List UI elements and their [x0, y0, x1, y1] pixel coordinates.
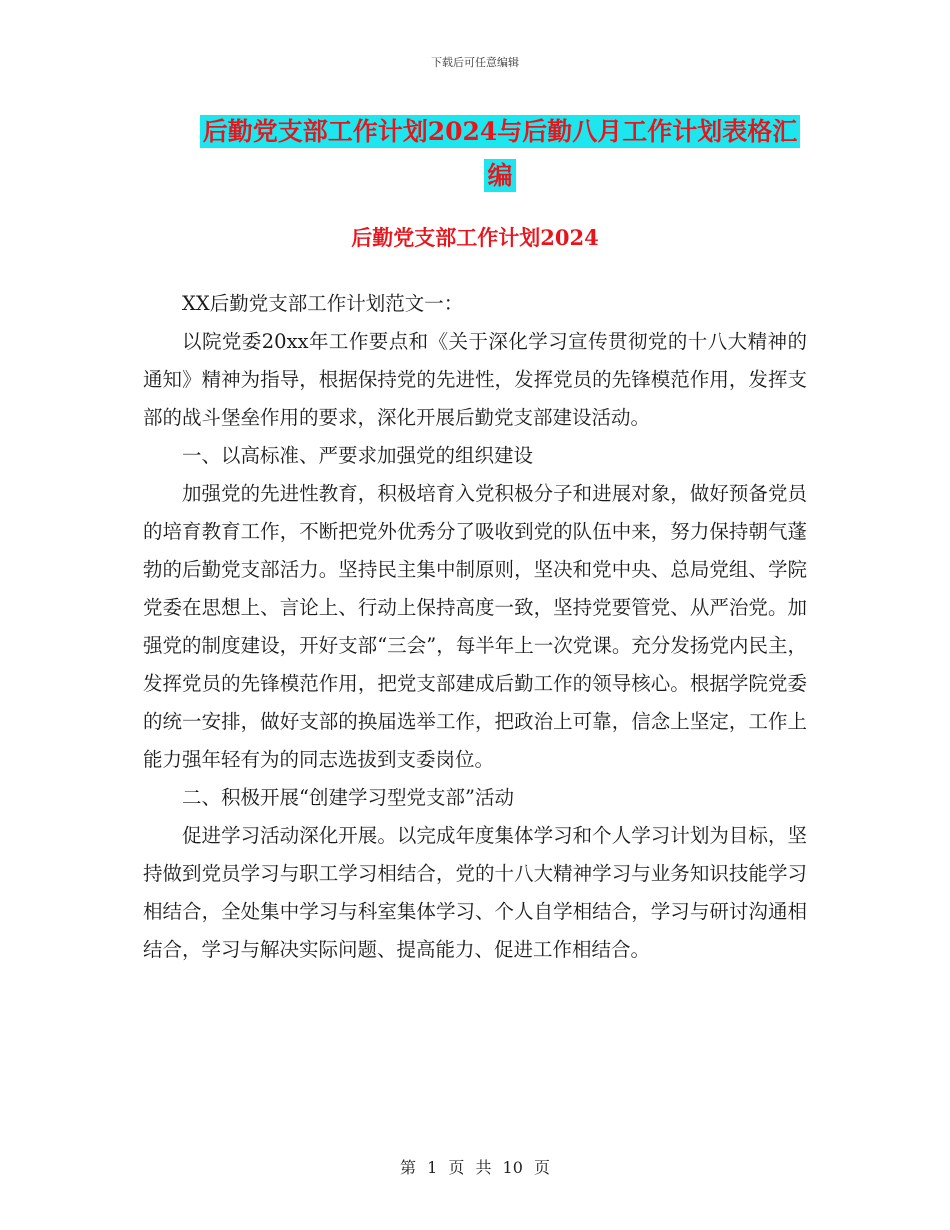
- document-title: [180, 110, 820, 198]
- paragraph-intro: XX后勤党支部工作计划范文一：: [182, 292, 464, 315]
- paragraph: 以院党委20xx年工作要点和《关于深化学习宣传贯彻党的十八大精神的通知》精神为指导，根据保持党的先进性，发挥党员的先锋模范作用，发挥支部的战斗堡垒作用的要求，深化开展后勤党支部建设活动。: [143, 330, 807, 429]
- document-body: [143, 285, 807, 969]
- download-note: 下载后可任意编辑: [431, 56, 519, 69]
- section-title: 后勤党支部工作计划2024: [351, 225, 599, 250]
- section-heading-1: 一、以高标准、严要求加强党的组织建设: [182, 444, 534, 467]
- title-line-2: 编: [484, 159, 515, 192]
- title-line-1: 后勤党支部工作计划2024与后勤八月工作计划表格汇: [200, 115, 801, 148]
- paragraph: 促进学习活动深化开展。以完成年度集体学习和个人学习计划为目标，坚持做到党员学习与职工学习相结合，党的十八大精神学习与业务知识技能学习相结合，全处集中学习与科室集体学习、个人自学相结合，学习与研讨沟通相结合，学习与解决实际问题、提高能力、促进工作相结合。: [143, 824, 807, 961]
- page-number-footer: 第 1 页 共 10 页: [400, 1158, 550, 1177]
- paragraph: 加强党的先进性教育，积极培育入党积极分子和进展对象，做好预备党员的培育教育工作，不断把党外优秀分了吸收到党的队伍中来，努力保持朝气蓬勃的后勤党支部活力。坚持民主集中制原则，坚决和党中央、总局党组、学院党委在思想上、言论上、行动上保持高度一致，坚持党要管党、从严治党。加强党的制度建设，开好支部“三会”，每半年上一次党课。充分发扬党内民主，发挥党员的先锋模范作用，把党支部建成后勤工作的领导核心。根据学院党委的统一安排，做好支部的换届选举工作，把政治上可靠，信念上坚定，工作上能力强年轻有为的同志选拔到支委岗位。: [143, 482, 807, 771]
- section-heading-2: 二、积极开展“创建学习型党支部”活动: [182, 786, 514, 809]
